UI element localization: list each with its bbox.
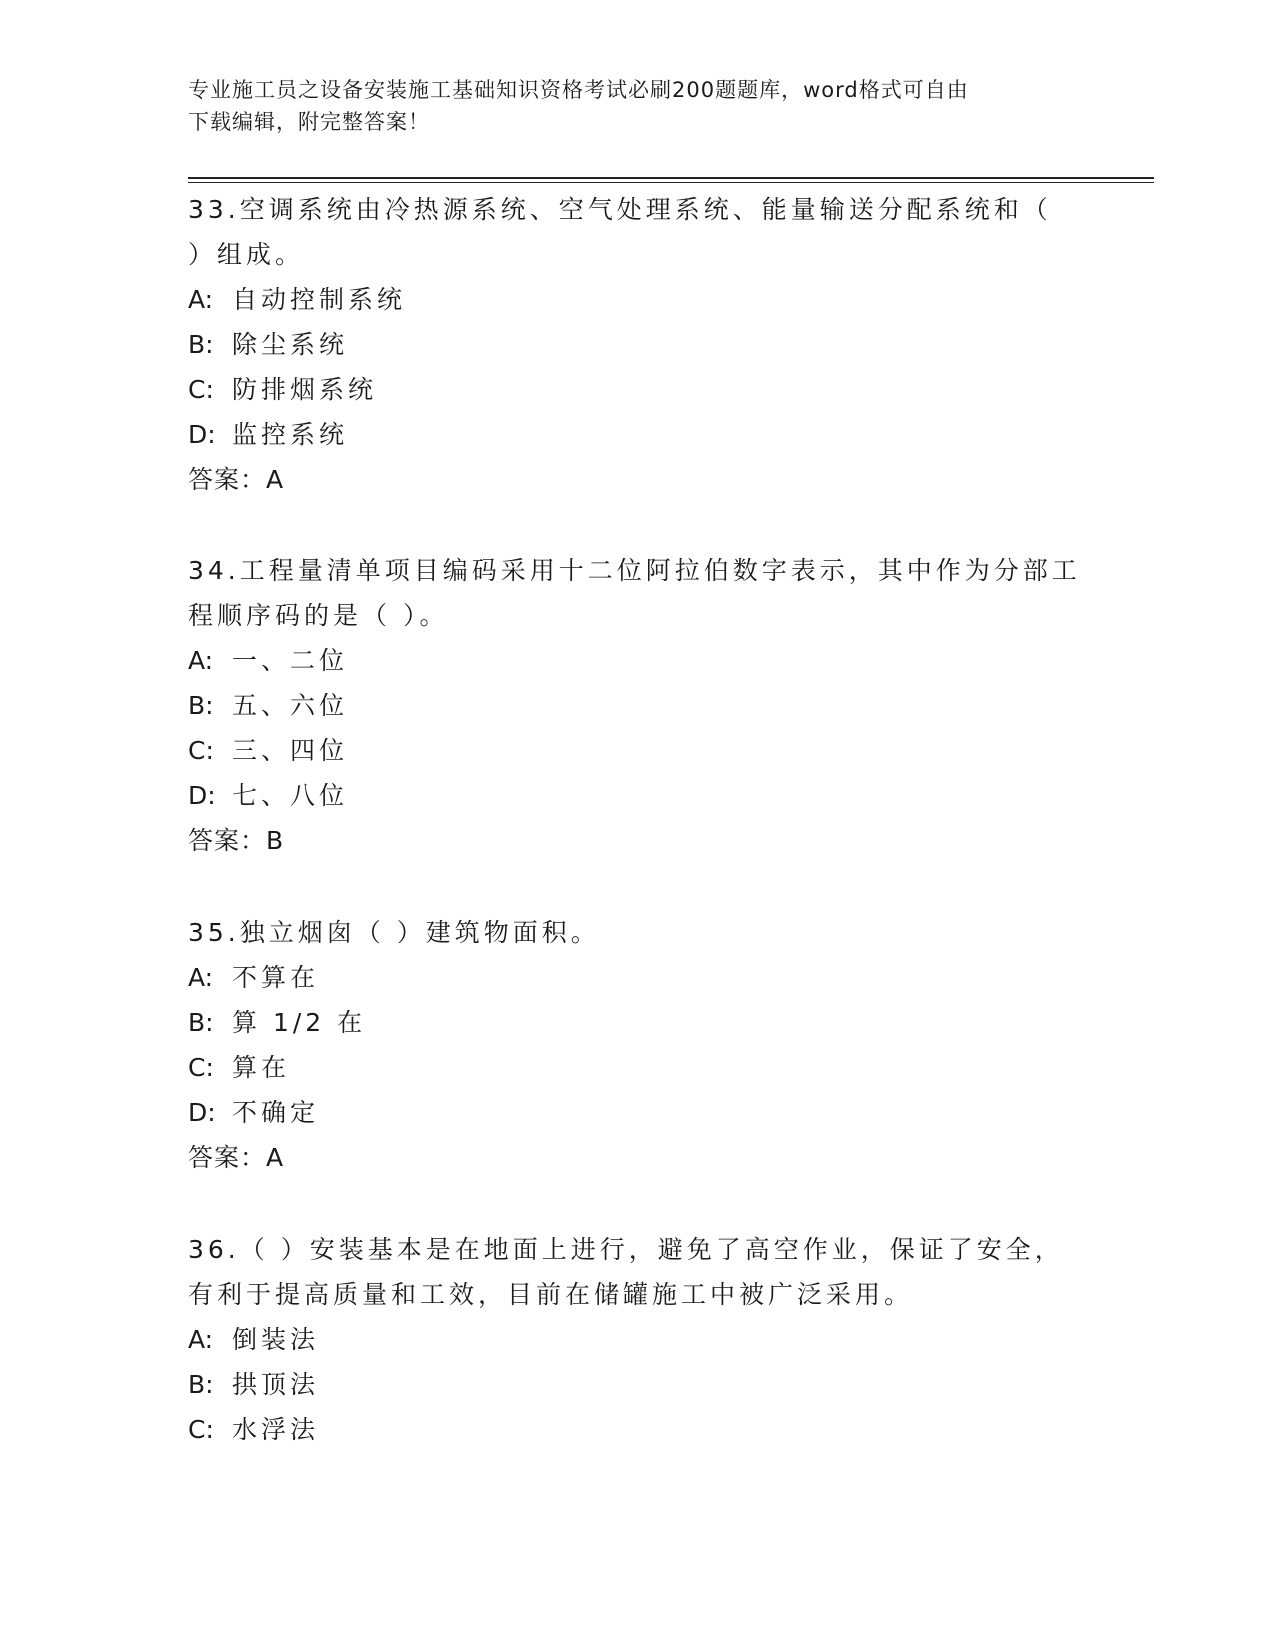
option-b	[188, 1000, 1088, 1045]
question-36	[188, 1227, 1088, 1452]
option-text: 不确定	[232, 1098, 320, 1127]
option-letter: A:	[188, 1325, 214, 1354]
option-letter: C:	[188, 736, 214, 765]
answer-value: A	[266, 1143, 285, 1172]
option-a	[188, 638, 1088, 683]
option-letter: A:	[188, 646, 214, 675]
answer-label: 答案：	[188, 465, 267, 494]
answer-value: B	[266, 826, 285, 855]
option-a	[188, 1317, 1088, 1362]
header-divider-thick	[188, 177, 1154, 179]
option-letter: D:	[188, 1098, 216, 1127]
option-text: 除尘系统	[232, 330, 349, 359]
option-letter: B:	[188, 691, 214, 720]
option-letter: C:	[188, 375, 214, 404]
question-stem-line-2: 程顺序码的是（ ）。	[188, 601, 449, 630]
answer-line	[188, 818, 1088, 863]
option-text: 监控系统	[232, 420, 349, 449]
option-letter: A:	[188, 285, 214, 314]
option-a	[188, 277, 1088, 322]
option-c	[188, 367, 1088, 412]
option-text: 三、四位	[232, 736, 349, 765]
option-text: 倒装法	[232, 1325, 320, 1354]
option-letter: C:	[188, 1415, 214, 1444]
question-35	[188, 910, 1088, 1180]
option-letter: C:	[188, 1053, 214, 1082]
option-text: 水浮法	[232, 1415, 320, 1444]
option-text: 算 1/2 在	[232, 1008, 367, 1037]
option-b	[188, 1362, 1088, 1407]
question-33	[188, 187, 1088, 502]
option-letter: D:	[188, 420, 216, 449]
answer-value: A	[266, 465, 285, 494]
option-text: 不算在	[232, 963, 320, 992]
question-stem-line-2: 有利于提高质量和工效，目前在储罐施工中被广泛采用。	[188, 1280, 914, 1309]
option-text: 七、八位	[232, 781, 349, 810]
option-d	[188, 412, 1088, 457]
option-c	[188, 1407, 1088, 1452]
question-stem-line-2: ）组成。	[188, 240, 305, 269]
question-stem-line-1: 33.空调系统由冷热源系统、空气处理系统、能量输送分配系统和（	[188, 195, 1052, 224]
answer-line	[188, 457, 1088, 502]
option-letter: A:	[188, 963, 214, 992]
option-b	[188, 322, 1088, 367]
question-34	[188, 548, 1088, 863]
option-d	[188, 773, 1088, 818]
option-text: 算在	[232, 1053, 291, 1082]
answer-label: 答案：	[188, 826, 267, 855]
option-letter: B:	[188, 1370, 214, 1399]
header-line-1: 专业施工员之设备安装施工基础知识资格考试必刷200题题库，word格式可自由	[188, 78, 969, 102]
option-text: 自动控制系统	[232, 285, 407, 314]
header-line-2: 下载编辑，附完整答案！	[188, 110, 430, 134]
question-stem-line-1: 34.工程量清单项目编码采用十二位阿拉伯数字表示，其中作为分部工	[188, 556, 1081, 585]
option-c	[188, 1045, 1088, 1090]
option-text: 一、二位	[232, 646, 349, 675]
option-letter: D:	[188, 781, 216, 810]
option-b	[188, 683, 1088, 728]
option-text: 五、六位	[232, 691, 349, 720]
option-c	[188, 728, 1088, 773]
option-letter: B:	[188, 1008, 214, 1037]
document-header	[188, 74, 1088, 138]
option-text: 拱顶法	[232, 1370, 320, 1399]
answer-label: 答案：	[188, 1143, 267, 1172]
option-d	[188, 1090, 1088, 1135]
question-stem-line-1: 35.独立烟囱（ ）建筑物面积。	[188, 918, 600, 947]
option-text: 防排烟系统	[232, 375, 378, 404]
question-stem-line-1: 36.（ ）安装基本是在地面上进行，避免了高空作业，保证了安全，	[188, 1235, 1064, 1264]
option-letter: B:	[188, 330, 214, 359]
option-a	[188, 955, 1088, 1000]
header-divider-thin	[188, 182, 1154, 183]
answer-line	[188, 1135, 1088, 1180]
